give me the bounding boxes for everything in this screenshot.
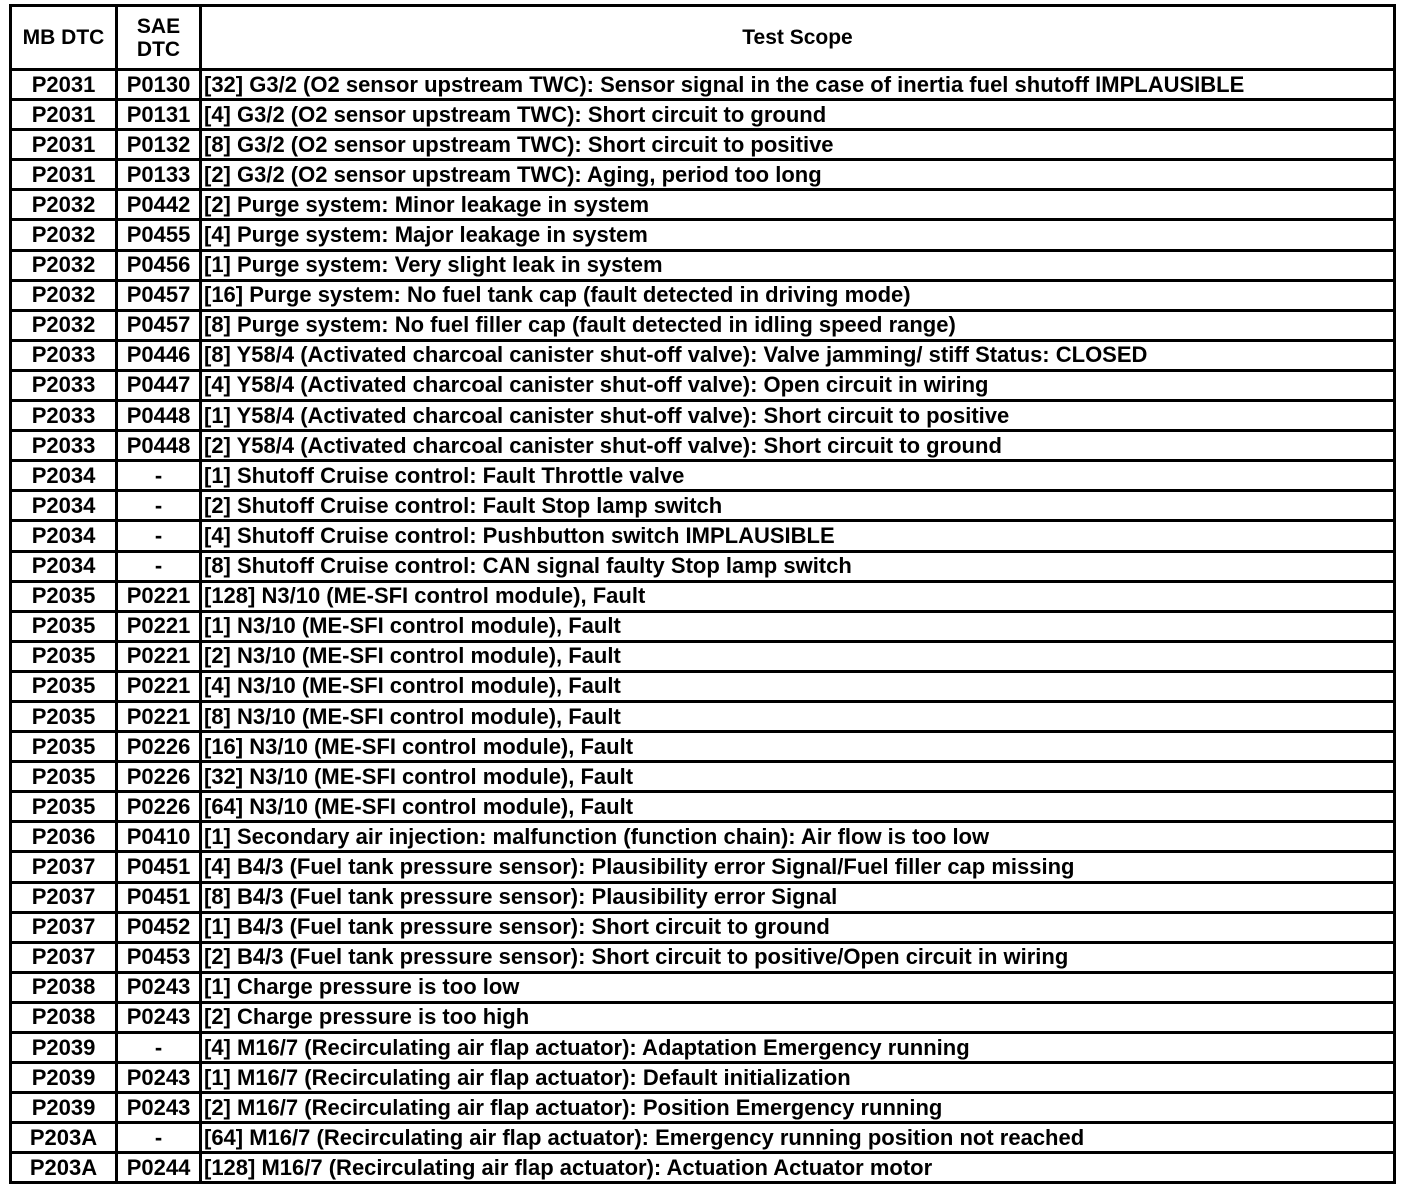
test-scope-cell: [1] Purge system: Very slight leak in system [201, 250, 1395, 280]
table-row [11, 100, 1395, 130]
mb-dtc-cell: P2035 [11, 701, 117, 731]
sae-dtc-cell: P0221 [117, 701, 201, 731]
header-sae-dtc [117, 6, 201, 70]
sae-dtc-cell: P0451 [117, 882, 201, 912]
sae-dtc-cell: P0243 [117, 1063, 201, 1093]
mb-dtc-cell: P2035 [11, 762, 117, 792]
mb-dtc-cell: P2034 [11, 461, 117, 491]
test-scope-cell: [64] M16/7 (Recirculating air flap actuator): Emergency running position not reached [201, 1123, 1395, 1153]
table-row [11, 551, 1395, 581]
test-scope-cell: [2] M16/7 (Recirculating air flap actuator): Position Emergency running [201, 1093, 1395, 1123]
table-row [11, 160, 1395, 190]
mb-dtc-cell: P2035 [11, 611, 117, 641]
sae-dtc-cell: P0221 [117, 611, 201, 641]
sae-dtc-cell: - [117, 551, 201, 581]
table-row [11, 401, 1395, 431]
table-row [11, 972, 1395, 1002]
test-scope-cell: [2] G3/2 (O2 sensor upstream TWC): Aging, period too long [201, 160, 1395, 190]
table-row [11, 701, 1395, 731]
mb-dtc-cell: P2033 [11, 370, 117, 400]
test-scope-cell: [4] N3/10 (ME-SFI control module), Fault [201, 671, 1395, 701]
table-row [11, 280, 1395, 310]
test-scope-cell: [4] M16/7 (Recirculating air flap actuator): Adaptation Emergency running [201, 1033, 1395, 1063]
sae-dtc-cell: - [117, 1123, 201, 1153]
table-row [11, 762, 1395, 792]
test-scope-cell: [16] Purge system: No fuel tank cap (fault detected in driving mode) [201, 280, 1395, 310]
sae-dtc-cell: P0221 [117, 641, 201, 671]
mb-dtc-cell: P2038 [11, 1002, 117, 1032]
sae-dtc-cell: P0131 [117, 100, 201, 130]
table-row [11, 822, 1395, 852]
test-scope-cell: [2] Charge pressure is too high [201, 1002, 1395, 1032]
table-header [11, 6, 1395, 70]
sae-dtc-cell: P0457 [117, 310, 201, 340]
mb-dtc-cell: P2031 [11, 130, 117, 160]
header-mb-dtc: MB DTC [11, 6, 117, 70]
mb-dtc-cell: P2034 [11, 521, 117, 551]
test-scope-cell: [8] N3/10 (ME-SFI control module), Fault [201, 701, 1395, 731]
test-scope-cell: [1] Charge pressure is too low [201, 972, 1395, 1002]
sae-dtc-cell: P0226 [117, 792, 201, 822]
table-row [11, 521, 1395, 551]
test-scope-cell: [4] B4/3 (Fuel tank pressure sensor): Plausibility error Signal/Fuel filler cap missing [201, 852, 1395, 882]
sae-dtc-cell: P0410 [117, 822, 201, 852]
mb-dtc-cell: P203A [11, 1123, 117, 1153]
table-row [11, 581, 1395, 611]
header-sae-dtc-line1: SAE [136, 14, 181, 38]
mb-dtc-cell: P2032 [11, 250, 117, 280]
test-scope-cell: [2] N3/10 (ME-SFI control module), Fault [201, 641, 1395, 671]
mb-dtc-cell: P2036 [11, 822, 117, 852]
test-scope-cell: [2] Y58/4 (Activated charcoal canister shut-off valve): Short circuit to ground [201, 431, 1395, 461]
mb-dtc-cell: P203A [11, 1153, 117, 1183]
mb-dtc-cell: P2032 [11, 220, 117, 250]
mb-dtc-cell: P2031 [11, 100, 117, 130]
table-row [11, 1002, 1395, 1032]
test-scope-cell: [128] N3/10 (ME-SFI control module), Fault [201, 581, 1395, 611]
sae-dtc-cell: P0243 [117, 1093, 201, 1123]
mb-dtc-cell: P2037 [11, 852, 117, 882]
sae-dtc-cell: P0226 [117, 762, 201, 792]
test-scope-cell: [16] N3/10 (ME-SFI control module), Fault [201, 732, 1395, 762]
sae-dtc-cell: P0452 [117, 912, 201, 942]
mb-dtc-cell: P2037 [11, 912, 117, 942]
table-row [11, 431, 1395, 461]
mb-dtc-cell: P2039 [11, 1093, 117, 1123]
mb-dtc-cell: P2032 [11, 190, 117, 220]
test-scope-cell: [2] Shutoff Cruise control: Fault Stop lamp switch [201, 491, 1395, 521]
sae-dtc-cell: P0448 [117, 431, 201, 461]
test-scope-cell: [64] N3/10 (ME-SFI control module), Fault [201, 792, 1395, 822]
table-row [11, 1153, 1395, 1183]
mb-dtc-cell: P2031 [11, 160, 117, 190]
test-scope-cell: [1] Shutoff Cruise control: Fault Throttle valve [201, 461, 1395, 491]
mb-dtc-cell: P2035 [11, 641, 117, 671]
sae-dtc-cell: P0132 [117, 130, 201, 160]
mb-dtc-cell: P2037 [11, 942, 117, 972]
sae-dtc-cell: - [117, 1033, 201, 1063]
test-scope-cell: [1] B4/3 (Fuel tank pressure sensor): Short circuit to ground [201, 912, 1395, 942]
sae-dtc-cell: P0221 [117, 581, 201, 611]
mb-dtc-cell: P2032 [11, 310, 117, 340]
table-row [11, 310, 1395, 340]
mb-dtc-cell: P2033 [11, 340, 117, 370]
sae-dtc-cell: P0453 [117, 942, 201, 972]
sae-dtc-cell: P0133 [117, 160, 201, 190]
sae-dtc-cell: P0226 [117, 732, 201, 762]
table-row [11, 220, 1395, 250]
sae-dtc-cell: P0130 [117, 70, 201, 100]
table-row [11, 732, 1395, 762]
mb-dtc-cell: P2034 [11, 491, 117, 521]
table-row [11, 611, 1395, 641]
sae-dtc-cell: - [117, 491, 201, 521]
table-row [11, 130, 1395, 160]
mb-dtc-cell: P2039 [11, 1063, 117, 1093]
mb-dtc-cell: P2034 [11, 551, 117, 581]
test-scope-cell: [8] Shutoff Cruise control: CAN signal faulty Stop lamp switch [201, 551, 1395, 581]
table-row [11, 1063, 1395, 1093]
mb-dtc-cell: P2038 [11, 972, 117, 1002]
table-row [11, 1093, 1395, 1123]
table-row [11, 792, 1395, 822]
table-row [11, 671, 1395, 701]
header-test-scope: Test Scope [201, 6, 1395, 70]
header-row [11, 6, 1395, 70]
test-scope-cell: [8] Purge system: No fuel filler cap (fault detected in idling speed range) [201, 310, 1395, 340]
table-row [11, 190, 1395, 220]
mb-dtc-cell: P2037 [11, 882, 117, 912]
test-scope-cell: [1] Y58/4 (Activated charcoal canister shut-off valve): Short circuit to positive [201, 401, 1395, 431]
test-scope-cell: [4] Y58/4 (Activated charcoal canister shut-off valve): Open circuit in wiring [201, 370, 1395, 400]
test-scope-cell: [2] Purge system: Minor leakage in system [201, 190, 1395, 220]
table-row [11, 882, 1395, 912]
table-row [11, 942, 1395, 972]
test-scope-cell: [8] B4/3 (Fuel tank pressure sensor): Plausibility error Signal [201, 882, 1395, 912]
mb-dtc-cell: P2031 [11, 70, 117, 100]
test-scope-cell: [32] G3/2 (O2 sensor upstream TWC): Sensor signal in the case of inertia fuel shutoff IMPLAUSIBLE [201, 70, 1395, 100]
mb-dtc-cell: P2032 [11, 280, 117, 310]
sae-dtc-cell: - [117, 521, 201, 551]
mb-dtc-cell: P2039 [11, 1033, 117, 1063]
sae-dtc-cell: P0455 [117, 220, 201, 250]
sae-dtc-cell: P0221 [117, 671, 201, 701]
table-row [11, 250, 1395, 280]
table-body [11, 70, 1395, 1183]
table-row [11, 852, 1395, 882]
header-sae-dtc-line2: DTC [136, 37, 181, 61]
mb-dtc-cell: P2035 [11, 581, 117, 611]
test-scope-cell: [32] N3/10 (ME-SFI control module), Fault [201, 762, 1395, 792]
mb-dtc-cell: P2033 [11, 401, 117, 431]
sae-dtc-cell: P0243 [117, 1002, 201, 1032]
sae-dtc-cell: P0446 [117, 340, 201, 370]
test-scope-cell: [4] Purge system: Major leakage in system [201, 220, 1395, 250]
mb-dtc-cell: P2035 [11, 732, 117, 762]
dtc-table [9, 4, 1396, 1184]
table-row [11, 370, 1395, 400]
mb-dtc-cell: P2035 [11, 792, 117, 822]
test-scope-cell: [1] Secondary air injection: malfunction (function chain): Air flow is too low [201, 822, 1395, 852]
test-scope-cell: [8] G3/2 (O2 sensor upstream TWC): Short circuit to positive [201, 130, 1395, 160]
table-row [11, 1123, 1395, 1153]
mb-dtc-cell: P2035 [11, 671, 117, 701]
test-scope-cell: [8] Y58/4 (Activated charcoal canister shut-off valve): Valve jamming/ stiff Status: CLOSED [201, 340, 1395, 370]
table-row [11, 1033, 1395, 1063]
test-scope-cell: [2] B4/3 (Fuel tank pressure sensor): Short circuit to positive/Open circuit in wiring [201, 942, 1395, 972]
test-scope-cell: [4] G3/2 (O2 sensor upstream TWC): Short circuit to ground [201, 100, 1395, 130]
table-row [11, 461, 1395, 491]
test-scope-cell: [1] M16/7 (Recirculating air flap actuator): Default initialization [201, 1063, 1395, 1093]
table-row [11, 491, 1395, 521]
sae-dtc-cell: P0448 [117, 401, 201, 431]
table-row [11, 340, 1395, 370]
table-row [11, 70, 1395, 100]
test-scope-cell: [128] M16/7 (Recirculating air flap actuator): Actuation Actuator motor [201, 1153, 1395, 1183]
mb-dtc-cell: P2033 [11, 431, 117, 461]
sae-dtc-cell: P0447 [117, 370, 201, 400]
test-scope-cell: [4] Shutoff Cruise control: Pushbutton switch IMPLAUSIBLE [201, 521, 1395, 551]
test-scope-cell: [1] N3/10 (ME-SFI control module), Fault [201, 611, 1395, 641]
sae-dtc-cell: P0442 [117, 190, 201, 220]
sae-dtc-cell: P0243 [117, 972, 201, 1002]
table-row [11, 912, 1395, 942]
sae-dtc-cell: P0244 [117, 1153, 201, 1183]
sae-dtc-cell: - [117, 461, 201, 491]
sae-dtc-cell: P0457 [117, 280, 201, 310]
sae-dtc-cell: P0456 [117, 250, 201, 280]
sae-dtc-cell: P0451 [117, 852, 201, 882]
table-row [11, 641, 1395, 671]
